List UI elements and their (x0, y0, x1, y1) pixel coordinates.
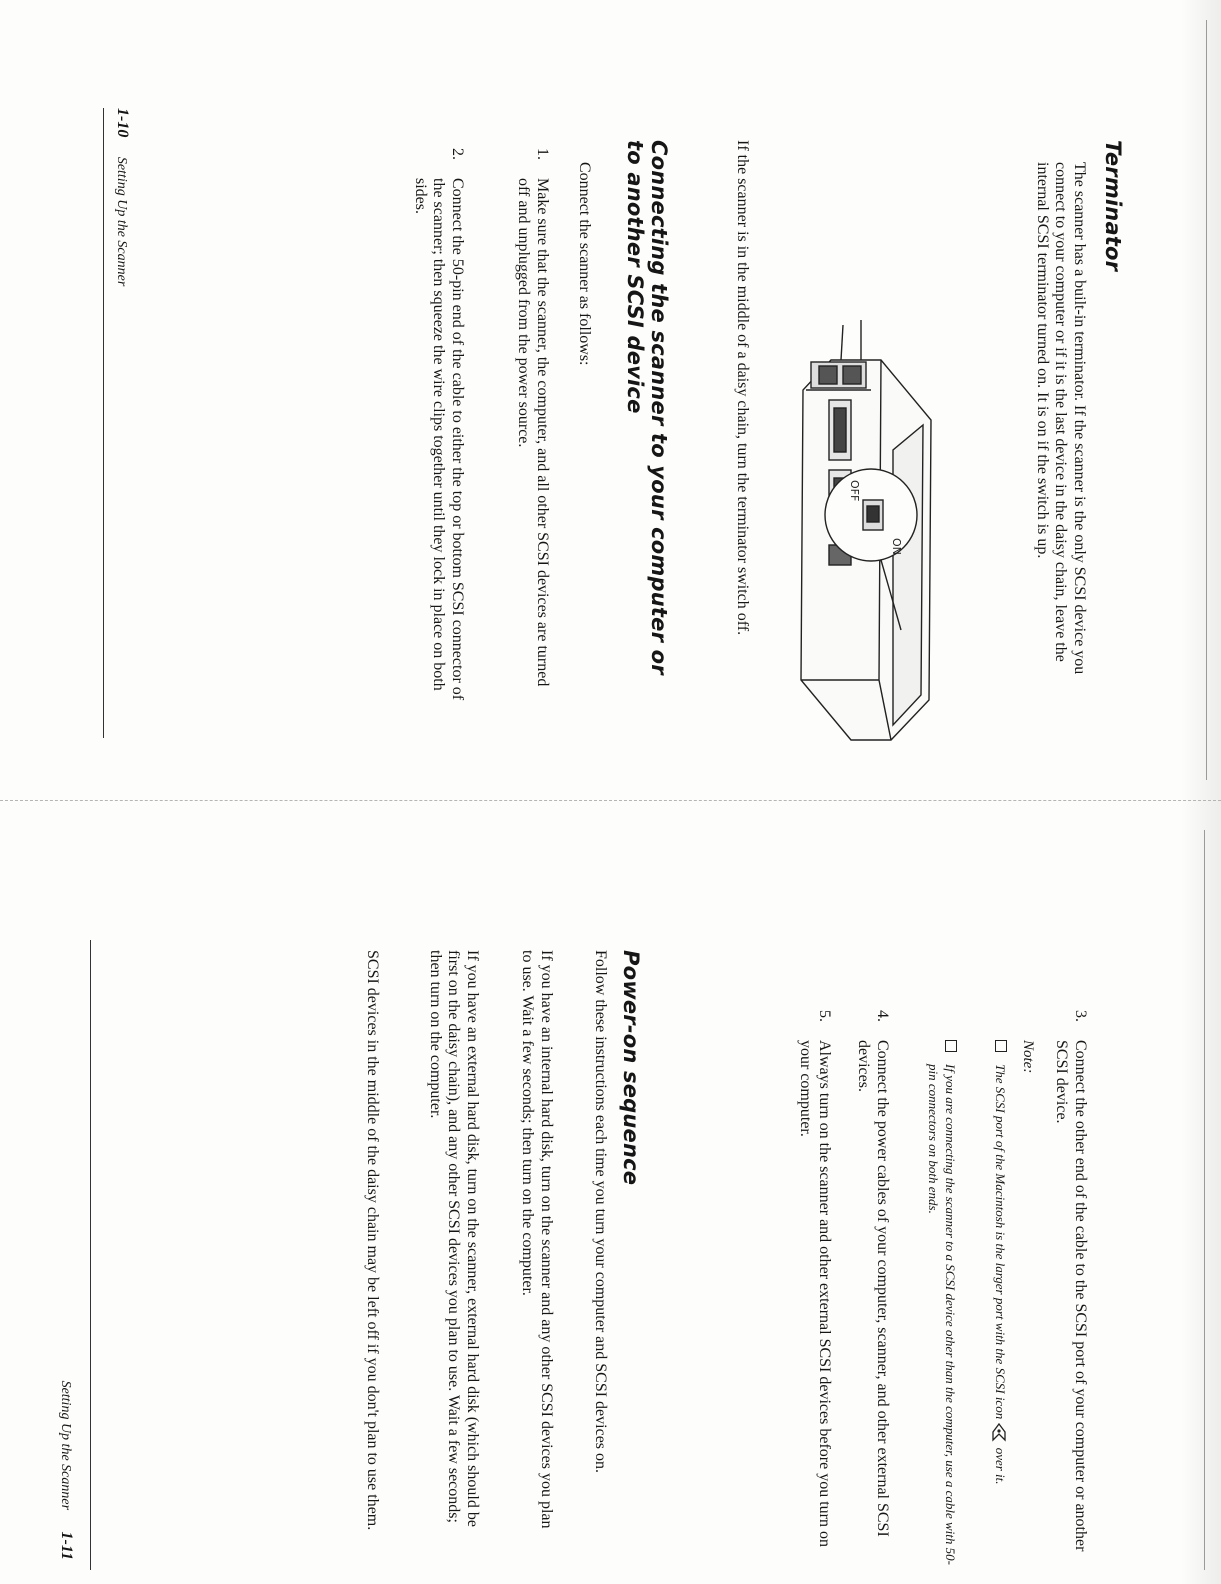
step-2 (411, 148, 467, 708)
power-on-paragraph-4: SCSI devices in the middle of the daisy chain may be left off if you don't plan to use them. (364, 950, 381, 1531)
page-number: 1-10 (114, 108, 131, 138)
note-text: If you are connecting the scanner to a SCSI device other than the computer, use a cable with 50-pin connectors on both ends. (926, 1064, 958, 1565)
page-number: 1-11 (58, 1531, 75, 1560)
footer-rule (103, 108, 104, 738)
step-4 (854, 1010, 891, 1570)
step-text: Connect the 50-pin end of the cable to either the top or bottom SCSI connector of the scanner; then squeeze the wire clips together until they lock in place on both sides. (412, 178, 466, 701)
switch-on-label: ON (890, 538, 903, 555)
step-number: 1. (534, 148, 551, 160)
power-on-paragraph-3: If you have an external hard disk, turn on the scanner, external hard disk (which should be first on the daisy chain), and any other SCSI devices you plan to use. Wait a few seconds; then turn on the computer. (427, 950, 481, 1527)
step-1 (514, 148, 551, 708)
step-number: 5. (816, 1010, 833, 1022)
footer-title: Setting Up the Scanner (58, 1380, 73, 1511)
section-heading-terminator: Terminator (1101, 140, 1125, 272)
step-text: Connect the other end of the cable to the SCSI port of your computer or another SCSI device. (1053, 1040, 1089, 1552)
note-text-before-icon: The SCSI port of the Macintosh is the larger port with the SCSI icon (993, 1064, 1008, 1420)
note-label: Note: (1020, 1040, 1036, 1074)
switch-off-label: OFF (848, 480, 861, 502)
step-text: Connect the power cables of your computer, scanner, and other external SCSI devices. (855, 1040, 891, 1537)
step-text: Make sure that the scanner, the computer, and all other SCSI devices are turned off and unplugged from the power source. (515, 178, 551, 687)
note-item-1 (991, 1040, 1009, 1570)
connecting-intro: Connect the scanner as follows: (576, 162, 593, 366)
footer-left (113, 108, 131, 286)
note-item-2 (925, 1040, 959, 1570)
footer-title: Setting Up the Scanner (114, 156, 129, 287)
terminator-paragraph: The scanner has a built-in terminator. If the scanner is the only SCSI device you connect to your computer or if it is the last device in the daisy chain, leave the internal SCSI terminator turned on. It is on if the switch is up. (1034, 162, 1088, 675)
footer-rule (90, 940, 91, 1570)
daisy-chain-middle-text: If the scanner is in the middle of a daisy chain, turn the terminator switch off. (734, 140, 751, 636)
step-number: 3. (1072, 1010, 1089, 1022)
section-heading-connecting: Connecting the scanner to your computer or to another SCSI device (623, 140, 671, 675)
step-3 (1052, 1010, 1089, 1570)
page-right (0, 800, 1221, 1584)
step-number: 2. (449, 148, 466, 160)
scanner-terminator-illustration (781, 300, 1001, 760)
power-on-paragraph-2: If you have an internal hard disk, turn on the scanner and any other SCSI devices you plan to use. Wait a few seconds; then turn on the computer. (519, 950, 555, 1529)
step-text: Always turn on the scanner and other external SCSI devices before you turn on your computer. (797, 1040, 833, 1547)
footer-right (57, 1260, 75, 1560)
note-text-after-icon: over it. (993, 1447, 1008, 1485)
step-number: 4. (874, 1010, 891, 1022)
step-5 (796, 1010, 833, 1570)
checkbox-bullet-icon (995, 1040, 1007, 1052)
checkbox-bullet-icon (945, 1040, 957, 1052)
power-on-paragraph-1: Follow these instructions each time you turn your computer and SCSI devices on. (592, 950, 609, 1474)
scsi-icon (991, 1422, 1007, 1444)
section-heading-power-on: Power-on sequence (619, 950, 643, 1186)
